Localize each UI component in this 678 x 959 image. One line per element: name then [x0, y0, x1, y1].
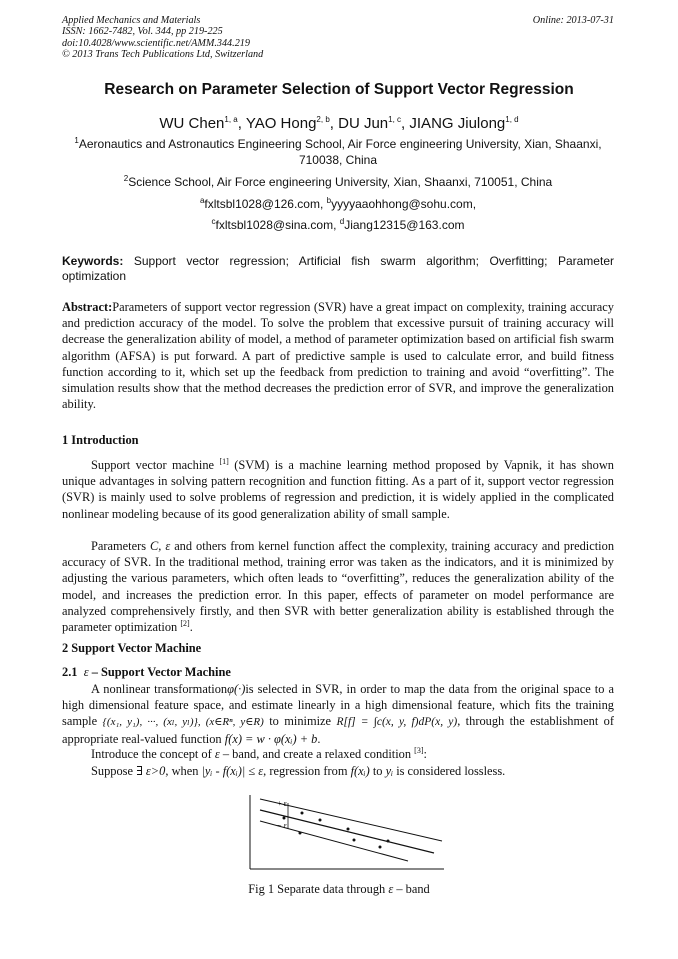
math-symbol: ε — [214, 747, 220, 761]
abstract-text: Parameters of support vector regression (SVR) have a great impact on complexity, training accuracy and prediction accuracy of the model. To solve the problem that excessive pursuit of training accuracy will decrease the generalization ability of model, a method of parameter optimization based on artificial fish swarm algorithm (AFSA) is put forward. A part of predictive sample is used to calculate error, and build fitness function according to it, which set up the feedback from prediction to training and avoid “overfitting”. The simulation results show that the method decreases the prediction error of SVR, and improve the generalization ability. — [62, 300, 614, 412]
data-point — [301, 812, 304, 815]
math-expr: f(x) = w · φ(xᵢ) + b — [224, 731, 318, 746]
online-date: Online: 2013-07-31 — [532, 15, 614, 26]
section-heading-svm: 2 Support Vector Machine — [62, 641, 202, 655]
keywords — [62, 254, 614, 283]
text-run: Support vector machine — [91, 458, 215, 472]
math-expr: {(x₁, y₁), ···, (xₗ, yₗ)}, (x∈Rⁿ, y∈R) — [102, 716, 264, 729]
math-symbol: ε — [388, 882, 394, 896]
abstract — [62, 299, 614, 412]
email-line-2 — [62, 218, 614, 234]
epsilon-band-figure — [238, 793, 458, 873]
email-d[interactable]: Jiang12315@163.com — [344, 218, 465, 232]
data-point — [387, 840, 390, 843]
affiliation-text: Science School, Air Force engineering University, Xian, Shaanxi, 710051, China — [128, 175, 553, 189]
email-b[interactable]: yyyyaaohhong@sohu.com, — [331, 197, 477, 211]
upper-band-line — [260, 799, 442, 841]
svm-paragraph-2 — [91, 746, 614, 762]
author-name: YAO Hong — [245, 115, 317, 132]
math-symbol: C, ε — [150, 539, 171, 553]
abstract-label: Abstract: — [62, 300, 113, 314]
author-list: WU Chen$^{1, a}$, YAO Hong$^{2, b}$, DU Jun$^{1, c}$, JIANG Jiulong$^{1, d}$ — [159, 115, 519, 132]
journal-name: Applied Mechanics and Materials — [62, 15, 201, 26]
author-name: WU Chen — [159, 115, 225, 132]
text-run: is considered lossless. — [396, 764, 506, 778]
email-c[interactable]: fxltsbl1028@sina.com, — [215, 218, 337, 232]
data-point — [319, 819, 322, 822]
keywords-text: Support vector regression; Artificial fish swarm algorithm; Overfitting; Parameter optimization — [62, 254, 614, 283]
doi-line: doi:10.4028/www.scientific.net/AMM.344.219 — [62, 37, 250, 49]
text-run: Parameters — [91, 539, 147, 553]
text-run: to minimize — [269, 714, 332, 729]
minus-epsilon-label: − ε — [277, 821, 287, 830]
text-run: to — [372, 764, 383, 778]
data-point — [299, 832, 302, 835]
text-run: : — [423, 747, 427, 761]
math-expr: f(xᵢ) — [350, 764, 370, 778]
data-point — [353, 839, 356, 842]
affiliation-text: Aeronautics and Astronautics Engineering School, Air Force engineering University, Xian, Shaanxi, 710038, China — [78, 137, 602, 167]
svm-paragraph-3 — [91, 763, 614, 779]
email-sup: b — [326, 196, 332, 205]
author-sup: 1, d — [505, 115, 519, 124]
text-run: – band, and create a relaxed condition — [222, 747, 412, 761]
text-run: , when — [165, 764, 199, 778]
affiliation-1 — [62, 137, 614, 168]
email-line-1 — [62, 197, 614, 213]
email-sup: a — [199, 196, 205, 205]
affiliation-sup: 1 — [74, 136, 79, 145]
email-sup: c — [211, 217, 216, 226]
author-sup: 1, c — [388, 115, 402, 124]
data-point — [283, 817, 286, 820]
text-run: Introduce the concept of — [91, 747, 212, 761]
intro-paragraph-1 — [62, 457, 614, 522]
math-expr: |yᵢ - f(xᵢ)| ≤ ε — [201, 764, 264, 778]
math-symbol: ε — [83, 665, 89, 679]
text-run: (SVM) is a machine learning method proposed by Vapnik, it has shown unique advantages in solving pattern recognition and function fitting. As a part of it, support vector regression (SVR) is mainly used to solve problems of regression and prediction, it is widely applied in the complicated nonlinear modeling because of its good generalization ability of small sample. — [62, 458, 614, 521]
subsection-heading — [62, 665, 231, 680]
caption-text: Fig 1 Separate data through — [248, 882, 386, 896]
figure-caption — [0, 882, 678, 897]
data-point — [379, 846, 382, 849]
text-run: , through the establishment of appropriate real-valued function — [62, 714, 614, 746]
author-name: JIANG Jiulong — [409, 115, 506, 132]
math-expr: φ(·) — [227, 682, 246, 696]
math-expr: ∃ ε>0 — [136, 764, 166, 778]
subsection-title: – Support Vector Machine — [91, 665, 231, 679]
author-name: DU Jun — [338, 115, 389, 132]
math-expr: yᵢ — [385, 764, 394, 778]
paper-title: Research on Parameter Selection of Support Vector Regression — [104, 81, 574, 98]
citation[interactable]: [1] — [219, 456, 229, 466]
text-run: , regression from — [263, 764, 348, 778]
citation[interactable]: [3] — [414, 745, 424, 755]
text-run: . — [189, 620, 193, 635]
affiliation-2 — [62, 175, 614, 191]
caption-text: – band — [396, 882, 430, 896]
math-expr: R[f] = ∫c(x, y, f)dP(x, y) — [336, 716, 458, 729]
svm-paragraph-1 — [62, 681, 614, 747]
journal-header — [62, 15, 263, 60]
copyright-line: © 2013 Trans Tech Publications Ltd, Switzerland — [62, 48, 264, 60]
text-run: is selected in SVR, in order to map the data from the original space to a high dimensional feature space, and estimate linearly in a high dimensional feature, which fits the training sample — [62, 682, 614, 729]
affiliation-sup: 2 — [123, 174, 129, 183]
data-point — [347, 828, 350, 831]
author-sup: 2, b — [316, 115, 330, 124]
email-sup: d — [339, 217, 345, 226]
keywords-label: Keywords: — [62, 254, 124, 268]
text-run: and others from kernel function affect the complexity, training accuracy and prediction accuracy of SVR. In the traditional method, training error was taken as the indicators, and it is minimized by adjusting the various parameters, which often leads to “overfitting”, reduces the generalization ability of the model, and increases the prediction error. In this paper, effects of parameter on model performance are analyzed comprehensively firstly, and then SVR with better generalization ability is established through the parameter optimization — [62, 539, 615, 635]
regression-line — [260, 810, 434, 853]
intro-paragraph-2 — [62, 538, 614, 635]
email-a[interactable]: fxltsbl1028@126.com, — [204, 197, 324, 211]
section-heading-introduction: 1 Introduction — [62, 433, 139, 447]
author-sup: 1, a — [224, 115, 238, 124]
text-run: A nonlinear transformation — [91, 682, 228, 696]
issn-line: ISSN: 1662-7482, Vol. 344, pp 219-225 — [62, 26, 223, 38]
subsection-number: 2.1 — [62, 665, 78, 679]
plus-epsilon-label: + ε — [277, 799, 287, 808]
text-run: Suppose — [91, 764, 133, 778]
text-run: . — [317, 731, 321, 746]
citation[interactable]: [2] — [180, 618, 190, 628]
